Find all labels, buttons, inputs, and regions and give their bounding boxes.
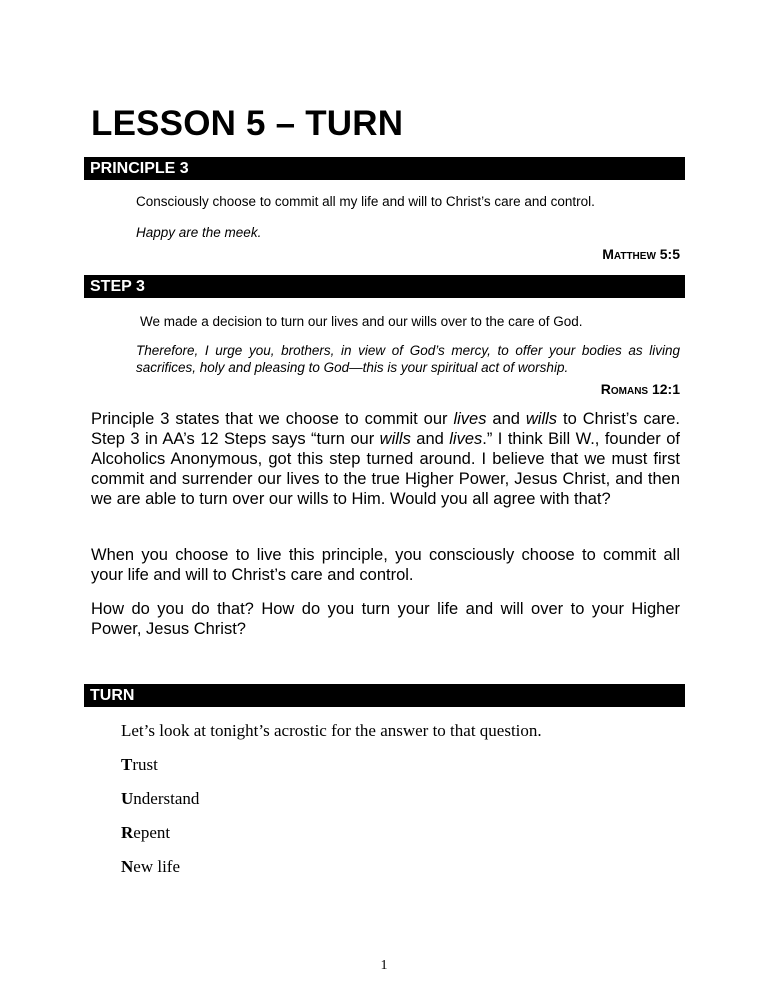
body-paragraph-1: Principle 3 states that we choose to commit our lives and wills to Christ’s care. Step 3 in AA’s 12 Steps says “turn our wills and lives.” I think Bill W., founder of Alcoholics Anonymous, got this step turned around. I believe that we must first commit and surrender our lives to the true Higher Power, Jesus Christ, and then we are able to turn over our wills to Him. Would you all agree with that? bbox=[91, 410, 681, 508]
step-text: We made a decision to turn our lives and our wills over to the care of God. bbox=[140, 314, 583, 329]
turn-heading: TURN bbox=[84, 684, 685, 707]
principle-heading: PRINCIPLE 3 bbox=[84, 157, 685, 180]
principle-text: Consciously choose to commit all my life and will to Christ’s care and control. bbox=[136, 194, 595, 209]
principle-reference: Matthew 5:5 bbox=[602, 246, 680, 262]
step-quote: Therefore, I urge you, brothers, in view of God’s mercy, to offer your bodies as living sacrifices, holy and pleasing to God—this is your spiritual act of worship. bbox=[136, 343, 680, 375]
turn-intro: Let’s look at tonight’s acrostic for the answer to that question. bbox=[121, 721, 542, 740]
step-reference: Romans 12:1 bbox=[600, 381, 680, 397]
step-heading: STEP 3 bbox=[84, 275, 685, 298]
body-paragraph-3: How do you do that? How do you turn your life and will over to your Higher Power, Jesus Christ? bbox=[91, 600, 680, 638]
principle-quote: Happy are the meek. bbox=[136, 225, 262, 240]
acrostic-item: Repent bbox=[121, 823, 171, 842]
body-paragraph-2: When you choose to live this principle, you consciously choose to commit all your life and will to Christ’s care and control. bbox=[91, 546, 680, 584]
page-title: LESSON 5 – TURN bbox=[91, 104, 404, 143]
page-number: 1 bbox=[380, 958, 388, 973]
acrostic-item: New life bbox=[121, 857, 181, 876]
acrostic-item: Trust bbox=[121, 755, 158, 774]
acrostic-item: Understand bbox=[121, 789, 200, 808]
